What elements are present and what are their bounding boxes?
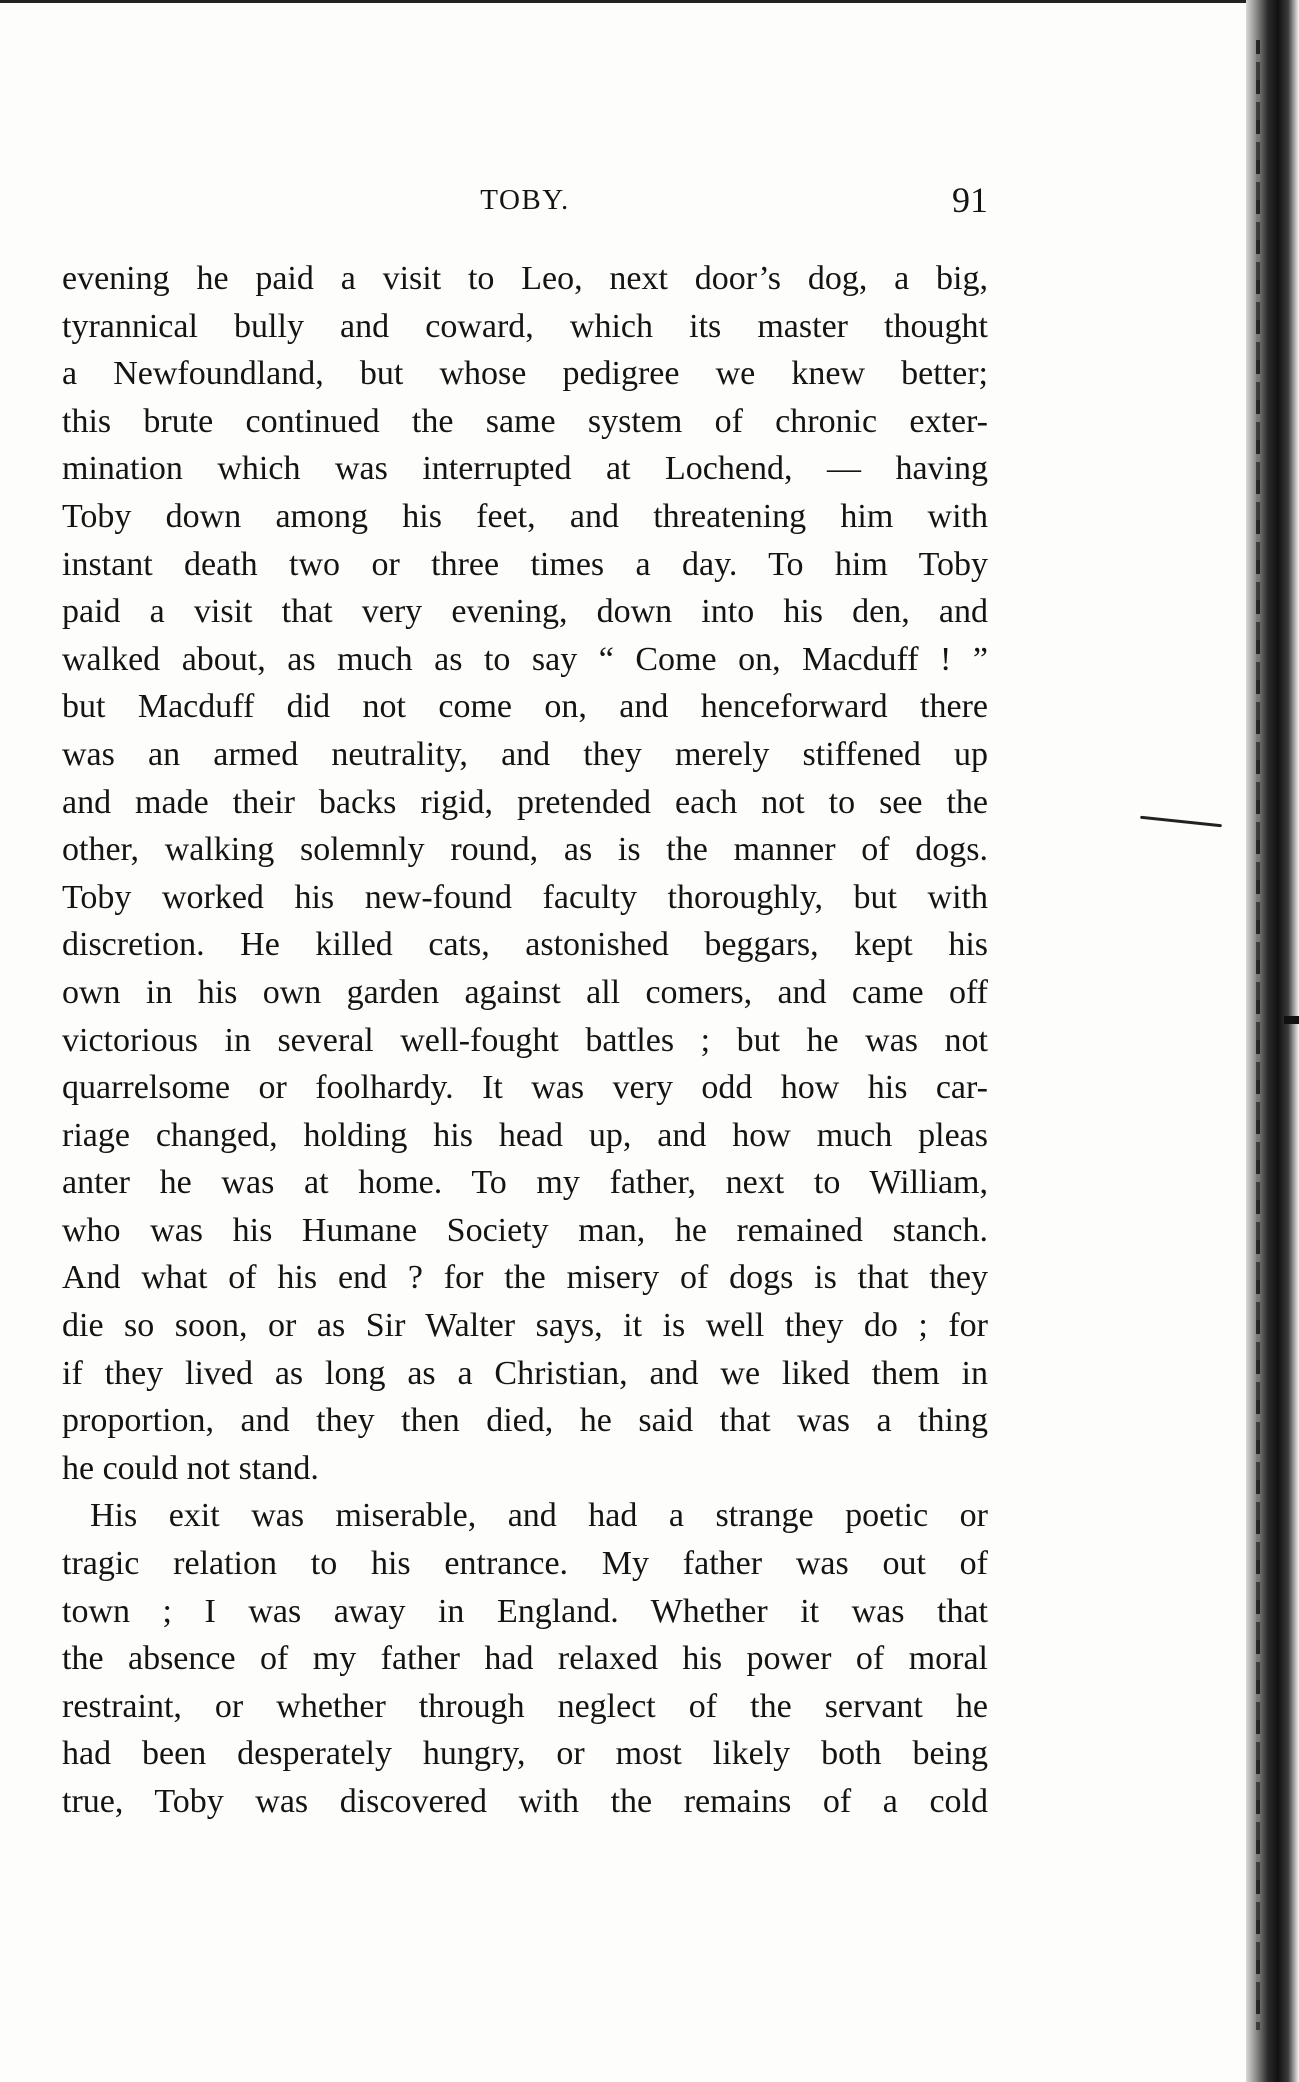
text-line: quarrelsome or foolhardy. It was very odd how his car- bbox=[62, 1069, 988, 1107]
margin-pencil-mark bbox=[1140, 816, 1222, 828]
text-line: and made their backs rigid, pretended each not to see the bbox=[62, 783, 988, 821]
text-line: paid a visit that very evening, down into his den, and bbox=[62, 593, 988, 631]
text-line: And what of his end ? for the misery of dogs is that they bbox=[62, 1259, 988, 1297]
text-line: anter he was at home. To my father, next to William, bbox=[62, 1164, 988, 1202]
book-spine-shadow bbox=[1246, 0, 1299, 2082]
text-line: the absence of my father had relaxed his power of moral bbox=[62, 1640, 988, 1678]
page-top-edge bbox=[0, 0, 1250, 3]
text-line: Toby down among his feet, and threatening him with bbox=[62, 497, 988, 535]
text-line: true, Toby was discovered with the remains of a cold bbox=[62, 1783, 988, 1820]
text-line: he could not stand. bbox=[62, 1449, 319, 1487]
text-line: walked about, as much as to say “ Come on, Macduff ! ” bbox=[62, 640, 988, 678]
text-line: who was his Humane Society man, he remained stanch. bbox=[62, 1211, 988, 1249]
text-line: other, walking solemnly round, as is the manner of dogs. bbox=[62, 831, 988, 869]
text-line: riage changed, holding his head up, and how much pleas bbox=[62, 1116, 988, 1154]
text-line: if they lived as long as a Christian, and we liked them in bbox=[62, 1354, 988, 1392]
page-number: 91 bbox=[952, 180, 988, 220]
text-line: proportion, and they then died, he said that was a thing bbox=[62, 1402, 988, 1440]
text-line: tyrannical bully and coward, which its master thought bbox=[62, 307, 988, 345]
text-line: this brute continued the same system of chronic exter- bbox=[62, 402, 988, 440]
text-line: tragic relation to his entrance. My father was out of bbox=[62, 1545, 988, 1583]
gutter-mark bbox=[1284, 1016, 1299, 1024]
text-line: but Macduff did not come on, and henceforward there bbox=[62, 688, 988, 726]
gutter-streak bbox=[1256, 40, 1260, 2030]
page-header bbox=[62, 176, 988, 224]
text-line: evening he paid a visit to Leo, next door’s dog, a big, bbox=[62, 260, 988, 297]
text-line: restraint, or whether through neglect of the servant he bbox=[62, 1687, 988, 1725]
paragraph bbox=[62, 1492, 988, 1825]
text-line: had been desperately hungry, or most likely both being bbox=[62, 1735, 988, 1773]
text-line: discretion. He killed cats, astonished beggars, kept his bbox=[62, 926, 988, 964]
text-line: instant death two or three times a day. To him Toby bbox=[62, 545, 988, 583]
text-line: die so soon, or as Sir Walter says, it is well they do ; for bbox=[62, 1307, 988, 1345]
running-title: TOBY. bbox=[480, 184, 570, 216]
text-line: town ; I was away in England. Whether it was that bbox=[62, 1592, 988, 1630]
text-line: victorious in several well-fought battles ; but he was not bbox=[62, 1021, 988, 1059]
text-line: was an armed neutrality, and they merely stiffened up bbox=[62, 735, 988, 773]
text-line: mination which was interrupted at Lochend, — having bbox=[62, 450, 988, 488]
text-line: Toby worked his new-found faculty thoroughly, but with bbox=[62, 878, 988, 916]
paragraph bbox=[62, 255, 988, 1492]
text-line: His exit was miserable, and had a strange poetic or bbox=[90, 1497, 988, 1535]
text-line: own in his own garden against all comers, and came off bbox=[62, 973, 988, 1011]
body-text bbox=[62, 255, 988, 1826]
text-line: a Newfoundland, but whose pedigree we knew better; bbox=[62, 355, 988, 393]
